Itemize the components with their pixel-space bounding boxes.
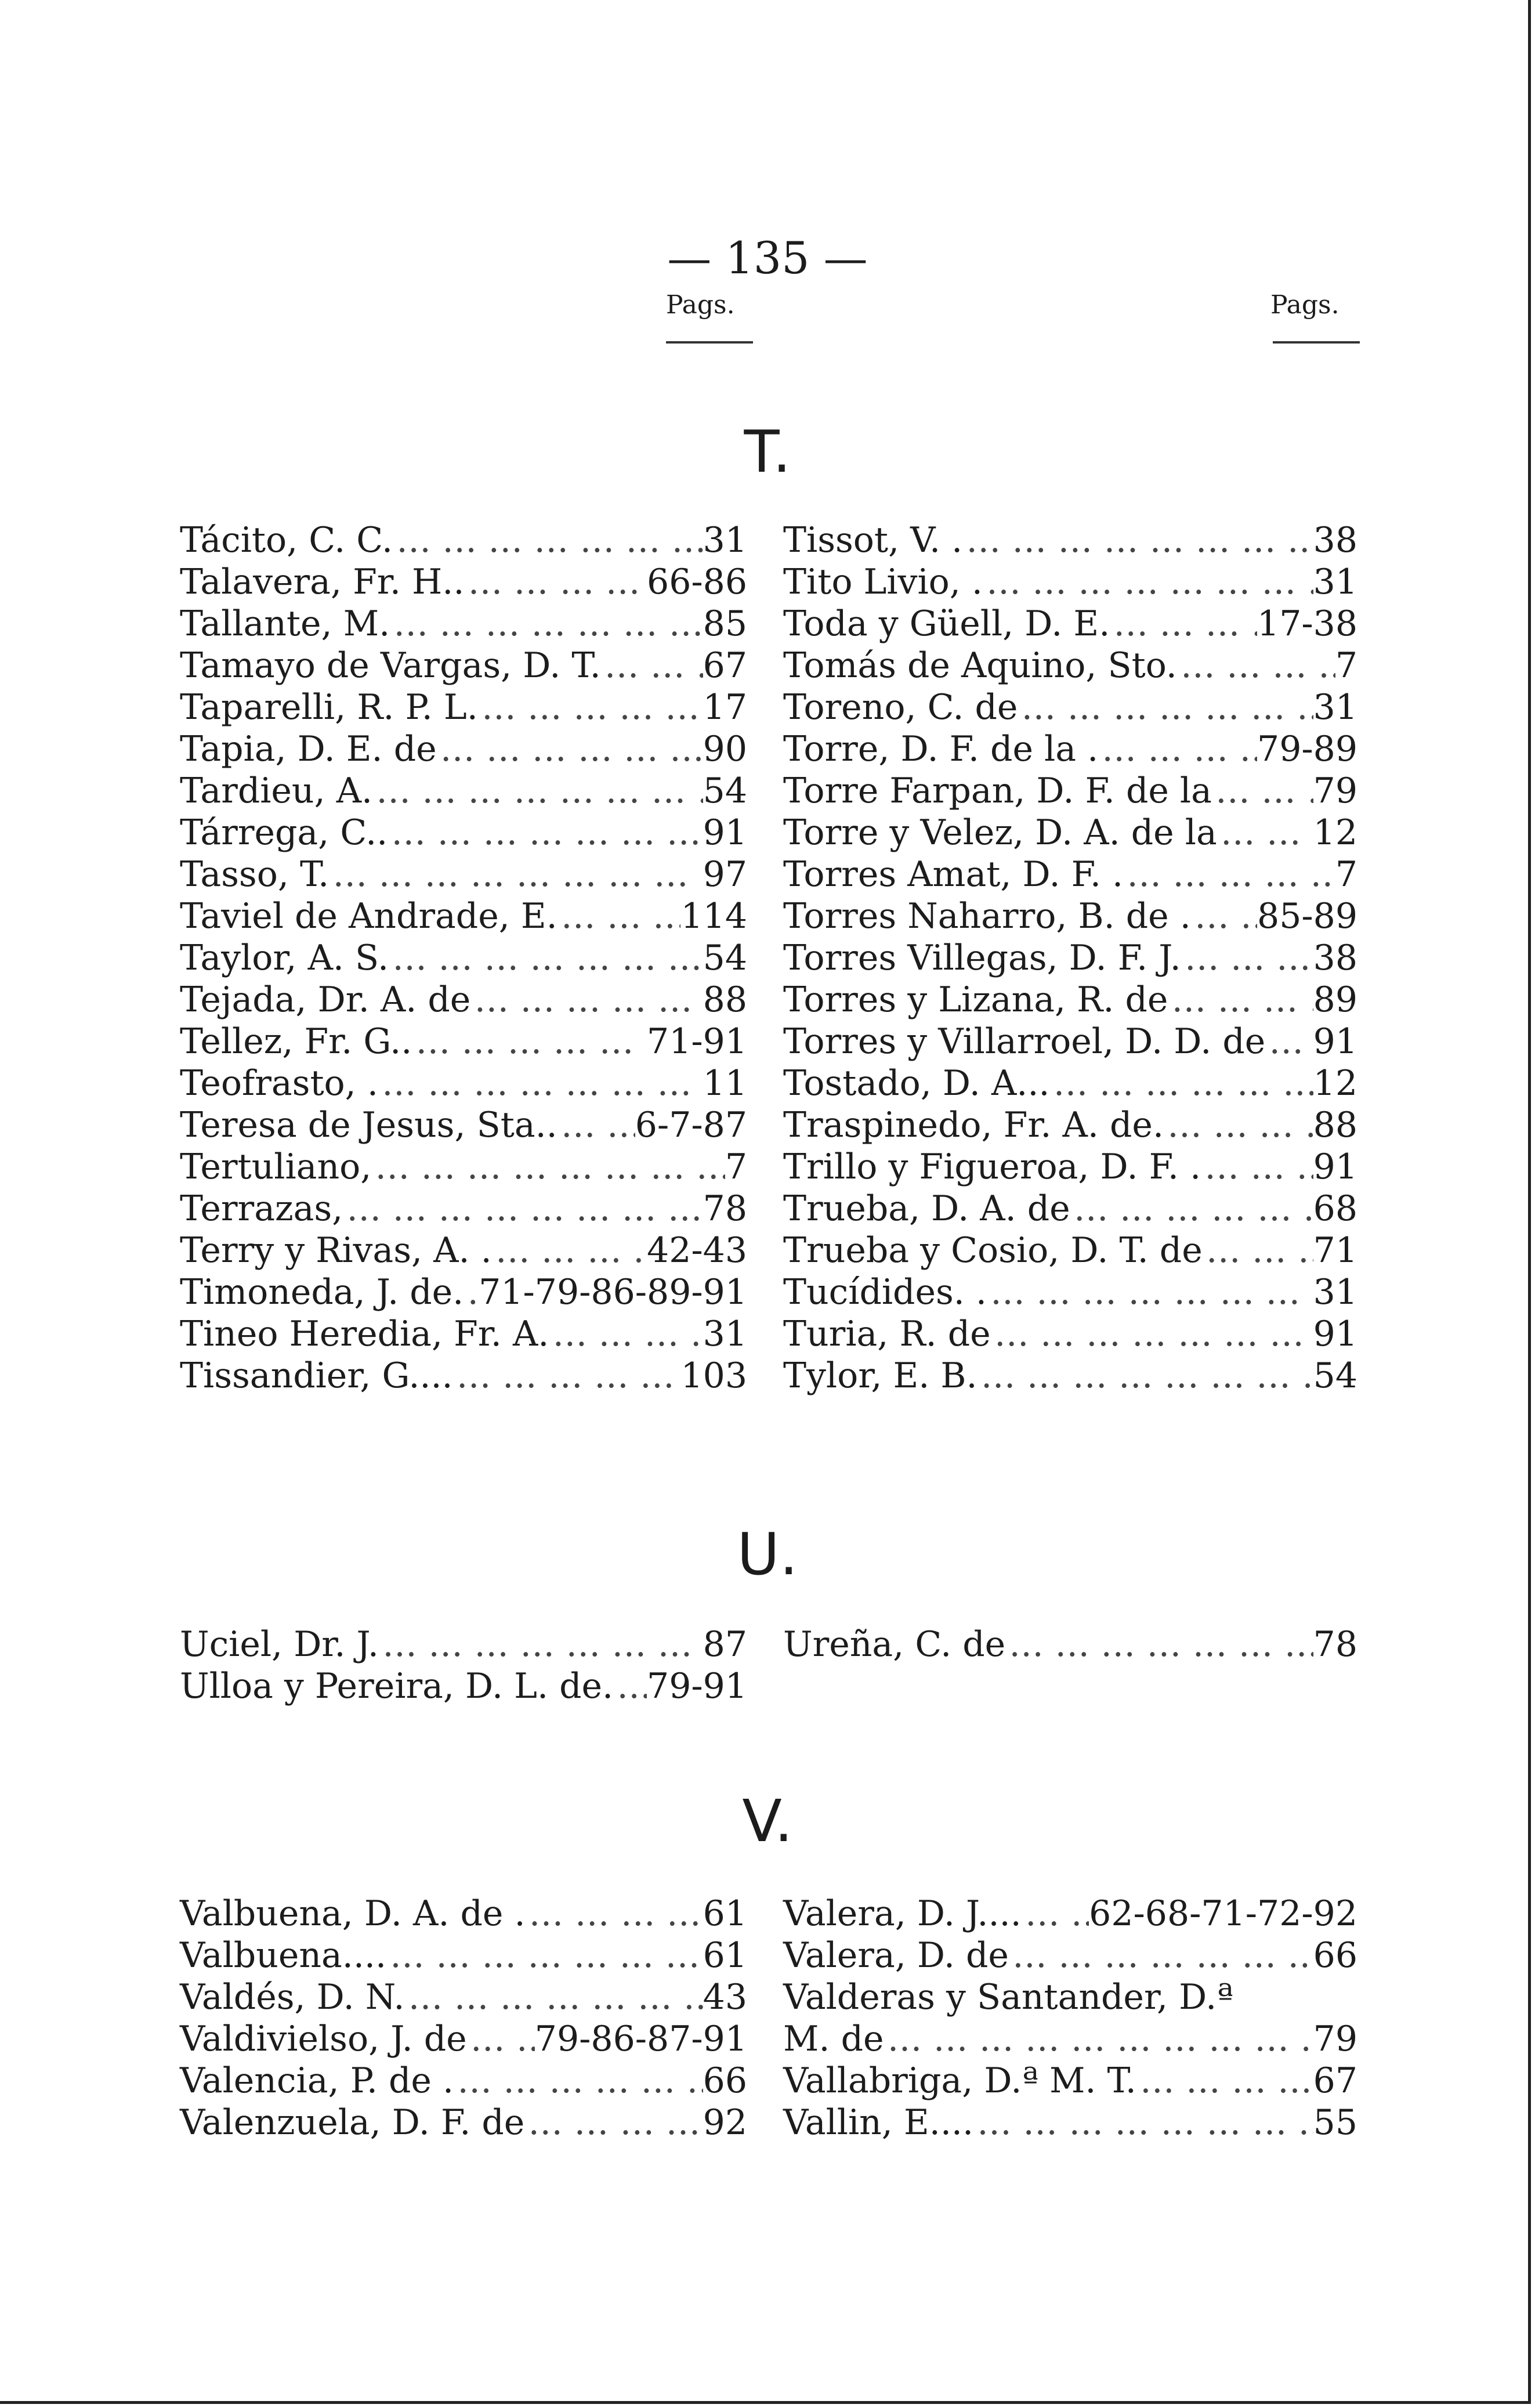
dot-leader (1022, 1893, 1089, 1935)
entry-name: Taviel de Andrade, E. (180, 896, 557, 937)
dot-leader (371, 1146, 725, 1188)
entry-page: 71-91 (647, 1021, 747, 1062)
index-entry (180, 1146, 747, 1188)
dot-leader (983, 561, 1313, 603)
entry-page: 66-86 (647, 562, 747, 602)
entry-page: 31 (703, 520, 747, 561)
dot-leader (1018, 686, 1313, 728)
entry-page: 91 (703, 812, 747, 853)
index-entry (180, 1665, 747, 1707)
entry-page: 31 (1313, 562, 1357, 602)
entry-page: 12 (1313, 1063, 1357, 1104)
dot-leader (1123, 854, 1335, 895)
index-entry (180, 728, 747, 770)
index-entry (180, 2060, 747, 2102)
entry-page: 71 (1313, 1230, 1357, 1271)
entry-page: 97 (703, 854, 747, 895)
dot-leader (987, 1271, 1313, 1313)
entry-name: Tissandier, G.... (180, 1355, 453, 1396)
entry-name: Torre y Velez, D. A. de la (783, 812, 1217, 853)
entry-name: Trueba, D. A. de (783, 1188, 1070, 1229)
entry-name: Valbuena, D. A. de . (180, 1893, 526, 1934)
entry-name: Tamayo de Vargas, D. T. (180, 645, 601, 686)
dot-leader (962, 519, 1313, 561)
pags-rule-left (666, 341, 753, 344)
dot-leader (454, 2060, 703, 2102)
index-entry (180, 1271, 747, 1313)
index-entry (180, 854, 747, 895)
dot-leader (973, 2102, 1313, 2143)
entry-page: 61 (703, 1893, 747, 1934)
index-entry (783, 895, 1357, 937)
entry-page: 54 (703, 938, 747, 978)
index-entry (180, 1062, 747, 1104)
dot-leader (1009, 1935, 1313, 1976)
entry-name: Valdivielso, J. de (180, 2019, 467, 2059)
index-entry (783, 1146, 1357, 1188)
entry-page: 79-86-87-91 (534, 2019, 747, 2059)
entry-page: 61 (703, 1935, 747, 1976)
entry-page: 78 (703, 1188, 747, 1229)
entry-page: 54 (703, 771, 747, 811)
pags-label-right: Pags. (1270, 290, 1339, 320)
index-entry (783, 854, 1357, 895)
entry-page: 67 (703, 645, 747, 686)
entry-page: 62-68-71-72-92 (1089, 1893, 1357, 1934)
entry-page: 92 (703, 2102, 747, 2143)
index-entry (180, 561, 747, 603)
entry-name: Ulloa y Pereira, D. L. de. (180, 1666, 614, 1706)
entry-page: 67 (1313, 2060, 1357, 2101)
entry-page: 55 (1313, 2102, 1357, 2143)
entry-name: Vallabriga, D.ª M. T. (783, 2060, 1136, 2101)
entry-page: 91 (1313, 1314, 1357, 1354)
entry-page: 91 (1313, 1147, 1357, 1187)
dot-leader (557, 895, 681, 937)
entry-page: 68 (1313, 1188, 1357, 1229)
index-entry (783, 770, 1357, 812)
index-column-u-right (783, 1624, 1357, 1665)
dot-leader (613, 1665, 647, 1707)
index-entry (783, 1976, 1357, 2018)
entry-name: Torres Naharro, B. de . (783, 896, 1191, 937)
index-entry (783, 728, 1357, 770)
entry-name: Trillo y Figueroa, D. F. . (783, 1147, 1201, 1187)
dot-leader (1217, 812, 1313, 854)
entry-name: Vallin, E.... (783, 2102, 974, 2143)
entry-name: Torre, D. F. de la . (783, 729, 1099, 769)
dot-leader (1177, 645, 1335, 686)
entry-name: Taparelli, R. P. L. (180, 687, 478, 728)
dot-leader (1201, 1146, 1313, 1188)
entry-page: 11 (703, 1063, 747, 1104)
entry-page: 31 (703, 1314, 747, 1354)
entry-page: 31 (1313, 1272, 1357, 1313)
entry-name: Valera, D. J.... (783, 1893, 1022, 1934)
index-entry (783, 1188, 1357, 1230)
dot-leader (978, 1355, 1313, 1397)
dot-leader (390, 603, 703, 645)
entry-name: Valdés, D. N. (180, 1977, 405, 2017)
dot-leader (412, 1021, 647, 1062)
dot-leader (1212, 770, 1313, 812)
dot-leader (884, 2018, 1313, 2060)
dot-leader (404, 1976, 703, 2018)
index-entry (783, 1355, 1357, 1397)
entry-page: 79-91 (647, 1666, 747, 1706)
dot-leader (524, 2102, 703, 2143)
entry-page: 43 (703, 1977, 747, 2017)
index-entry (783, 1271, 1357, 1313)
section-letter-t: T. (744, 418, 791, 486)
dot-leader (464, 1271, 479, 1313)
entry-name: Ureña, C. de (783, 1624, 1006, 1665)
entry-name: Toda y Güell, D. E. (783, 603, 1110, 644)
entry-page: 78 (1313, 1624, 1357, 1665)
index-entry (180, 1935, 747, 1976)
entry-name: Tellez, Fr. G.. (180, 1021, 412, 1062)
dot-leader (991, 1313, 1313, 1355)
entry-page: 114 (680, 896, 747, 937)
entry-page: 38 (1313, 520, 1357, 561)
entry-page: 90 (703, 729, 747, 769)
entry-name: Taylor, A. S. (180, 938, 389, 978)
dot-leader (1110, 603, 1257, 645)
index-entry (783, 561, 1357, 603)
dot-leader (1098, 728, 1257, 770)
entry-page: 71-79-86-89-91 (479, 1272, 747, 1313)
dot-leader (464, 561, 647, 603)
index-entry (180, 979, 747, 1021)
entry-page: 88 (703, 979, 747, 1020)
dot-leader (1164, 1104, 1313, 1146)
entry-page: 85-89 (1257, 896, 1357, 937)
index-entry (180, 2102, 747, 2143)
index-entry (783, 1021, 1357, 1062)
index-entry (783, 1230, 1357, 1271)
index-column-v-left (180, 1893, 747, 2143)
entry-name: Tissot, V. . (783, 520, 963, 561)
section-letter-v: V. (742, 1787, 793, 1855)
entry-name: Tomás de Aquino, Sto. (783, 645, 1177, 686)
entry-name: Tejada, Dr. A. de (180, 979, 471, 1020)
entry-name: Tácito, C. C. (180, 520, 393, 561)
index-entry (783, 2102, 1357, 2143)
entry-page: 7 (1335, 645, 1357, 686)
index-column-v-right (783, 1893, 1357, 2143)
entry-name: Torres y Villarroel, D. D. de (783, 1021, 1266, 1062)
entry-page: 89 (1313, 979, 1357, 1020)
entry-name: Talavera, Fr. H.. (180, 562, 465, 602)
index-entry (180, 686, 747, 728)
entry-page: 38 (1313, 938, 1357, 978)
index-entry (783, 519, 1357, 561)
index-entry (783, 1893, 1357, 1935)
entry-page: 85 (703, 603, 747, 644)
entry-name: Tineo Heredia, Fr. A. (180, 1314, 549, 1354)
dot-leader (492, 1230, 647, 1271)
entry-name: Tasso, T. (180, 854, 330, 895)
dot-leader (557, 1104, 635, 1146)
dot-leader (386, 1935, 703, 1976)
dot-leader (601, 645, 703, 686)
entry-name: Tallante, M. (180, 603, 390, 644)
dot-leader (467, 2018, 535, 2060)
index-entry (783, 686, 1357, 728)
index-entry (180, 937, 747, 979)
entry-page: 88 (1313, 1105, 1357, 1145)
dot-leader (378, 1062, 703, 1104)
dot-leader (389, 937, 703, 979)
entry-page: 79 (1313, 2019, 1357, 2059)
dot-leader (526, 1893, 703, 1935)
index-column-t-right (783, 519, 1357, 1397)
index-entry (783, 812, 1357, 854)
dot-leader (1136, 2060, 1313, 2102)
entry-name: Tito Livio, . (783, 562, 983, 602)
entry-page: 79-89 (1257, 729, 1357, 769)
index-entry (783, 937, 1357, 979)
entry-name: Terrazas, (180, 1188, 343, 1229)
index-entry (180, 1624, 747, 1665)
entry-name: Trueba y Cosio, D. T. de (783, 1230, 1203, 1271)
index-entry (783, 603, 1357, 645)
entry-name: Timoneda, J. de. (180, 1272, 464, 1313)
entry-name: Tapia, D. E. de (180, 729, 437, 769)
page-number: — 135 — (667, 232, 868, 284)
dot-leader (549, 1313, 703, 1355)
entry-page: 12 (1313, 812, 1357, 853)
index-entry (783, 645, 1357, 686)
index-entry (180, 770, 747, 812)
index-entry (783, 1104, 1357, 1146)
dot-leader (453, 1355, 681, 1397)
entry-page: 31 (1313, 687, 1357, 728)
entry-name: Valenzuela, D. F. de (180, 2102, 525, 2143)
entry-name: Tertuliano, (180, 1147, 372, 1187)
dot-leader (470, 979, 703, 1021)
entry-name: Valbuena.... (180, 1935, 387, 1976)
section-letter-u: U. (737, 1520, 798, 1588)
entry-name: Turia, R. de (783, 1314, 991, 1354)
entry-page: 103 (680, 1355, 747, 1396)
dot-leader (1181, 937, 1313, 979)
index-entry (783, 1313, 1357, 1355)
entry-page: 42-43 (647, 1230, 747, 1271)
entry-name: Torres Amat, D. F. . (783, 854, 1124, 895)
entry-page: 17-38 (1257, 603, 1357, 644)
entry-name: Tucídides. . (783, 1272, 987, 1313)
dot-leader (388, 812, 703, 854)
index-entry (783, 979, 1357, 1021)
dot-leader (329, 854, 703, 895)
dot-leader (437, 728, 703, 770)
entry-name: Uciel, Dr. J. (180, 1624, 379, 1665)
entry-page: 7 (725, 1147, 747, 1187)
index-column-t-left (180, 519, 747, 1397)
index-entry (180, 1893, 747, 1935)
dot-leader (1005, 1624, 1313, 1665)
pags-label-left: Pags. (666, 290, 735, 320)
dot-leader (393, 519, 703, 561)
entry-name: Valera, D. de (783, 1935, 1009, 1976)
entry-name: Traspinedo, Fr. A. de. (783, 1105, 1164, 1145)
dot-leader (1050, 1062, 1313, 1104)
entry-name: Tárrega, C.. (180, 812, 388, 853)
index-entry (180, 812, 747, 854)
entry-name: Tardieu, A. (180, 771, 373, 811)
entry-page: 66 (703, 2060, 747, 2101)
index-entry (180, 1313, 747, 1355)
index-entry (180, 895, 747, 937)
pags-rule-right (1273, 341, 1360, 344)
index-entry (180, 2018, 747, 2060)
index-entry (783, 2060, 1357, 2102)
dot-leader (379, 1624, 703, 1665)
entry-name: Terry y Rivas, A. . (180, 1230, 492, 1271)
entry-name: Torres y Lizana, R. de (783, 979, 1168, 1020)
index-entry (180, 1104, 747, 1146)
entry-page: 87 (703, 1624, 747, 1665)
dot-leader (372, 770, 703, 812)
index-entry (783, 1062, 1357, 1104)
entry-page: 54 (1313, 1355, 1357, 1396)
entry-name: Torres Villegas, D. F. J. (783, 938, 1181, 978)
index-entry (180, 1188, 747, 1230)
dot-leader (1168, 979, 1313, 1021)
entry-page: 91 (1313, 1021, 1357, 1062)
entry-name: Tostado, D. A... (783, 1063, 1050, 1104)
entry-name: Teresa de Jesus, Sta.. (180, 1105, 557, 1145)
dot-leader (1070, 1188, 1313, 1230)
entry-name: Toreno, C. de (783, 687, 1018, 728)
entry-page: 6-7-87 (635, 1105, 747, 1145)
index-entry (180, 645, 747, 686)
dot-leader (1203, 1230, 1313, 1271)
entry-page: 17 (703, 687, 747, 728)
dot-leader (343, 1188, 703, 1230)
entry-page: 7 (1335, 854, 1357, 895)
index-entry (180, 1021, 747, 1062)
entry-name: Valencia, P. de . (180, 2060, 454, 2101)
entry-name: M. de (783, 2019, 884, 2059)
index-entry (180, 519, 747, 561)
entry-page: 66 (1313, 1935, 1357, 1976)
entry-name: Teofrasto, . (180, 1063, 378, 1104)
index-column-u-left (180, 1624, 747, 1707)
dot-leader (478, 686, 703, 728)
dot-leader (1191, 895, 1257, 937)
entry-page: 79 (1313, 771, 1357, 811)
index-entry (180, 1355, 747, 1397)
index-entry (180, 603, 747, 645)
entry-name: Torre Farpan, D. F. de la (783, 771, 1212, 811)
index-entry (783, 2018, 1357, 2060)
index-entry (783, 1935, 1357, 1976)
entry-name: Valderas y Santander, D.ª (783, 1977, 1233, 2017)
entry-name: Tylor, E. B. (783, 1355, 978, 1396)
index-entry (783, 1624, 1357, 1665)
index-entry (180, 1230, 747, 1271)
dot-leader (1265, 1021, 1313, 1062)
index-entry (180, 1976, 747, 2018)
